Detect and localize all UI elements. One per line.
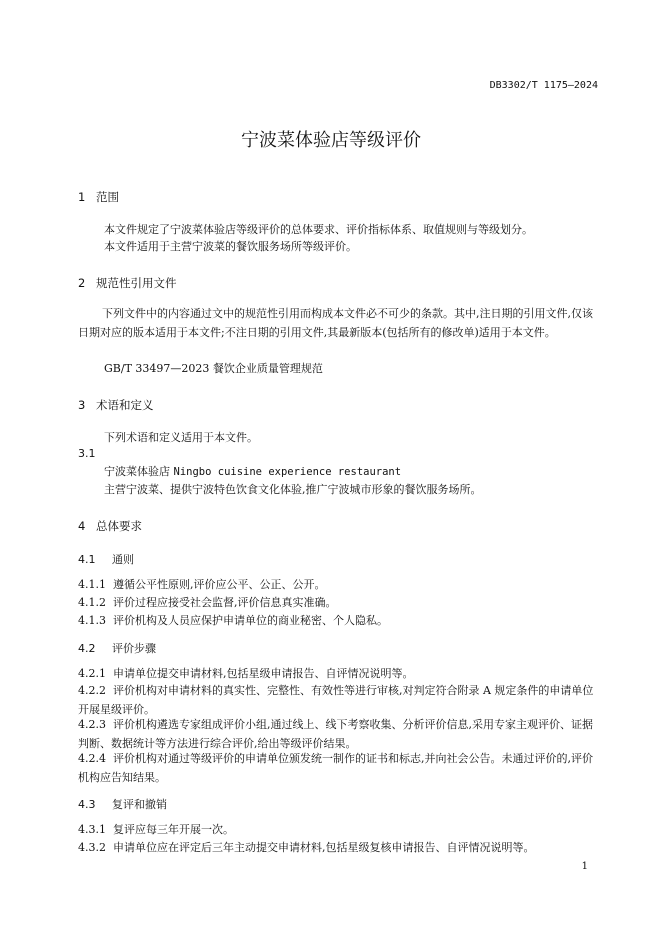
- clause: [78, 840, 535, 856]
- section-number: 1: [78, 190, 86, 204]
- clause: [78, 666, 414, 682]
- clause-text: 复评应每三年开展一次。: [113, 823, 234, 836]
- section-number: 4: [78, 519, 86, 533]
- clause: [78, 613, 388, 629]
- clause-number: 4.2.1: [78, 667, 106, 680]
- subsection-title: 复评和撤销: [112, 798, 167, 811]
- document-title: 宁波菜体验店等级评价: [241, 130, 421, 151]
- clause-text: 申请单位应在评定后三年主动提交申请材料,包括星级复核申请报告、自评情况说明等。: [113, 841, 535, 854]
- section-4-heading: [78, 518, 142, 534]
- subsection-number: 4.3: [78, 798, 96, 811]
- clause-number: 4.2.2: [78, 684, 106, 697]
- section-number: 2: [78, 276, 86, 290]
- clause: [78, 715, 602, 753]
- subsection-number: 4.2: [78, 642, 96, 655]
- clause-number: 4.2.3: [78, 718, 106, 731]
- clause-text: 评价机构对申请材料的真实性、完整性、有效性等进行审核,对判定符合附录 A 规定条件的申请单位开展星级评价。: [78, 684, 594, 716]
- clause-number: 4.2.4: [78, 752, 106, 765]
- paragraph: 本文件适用于主营宁波菜的餐饮服务场所等级评价。: [104, 240, 357, 253]
- clause: [78, 577, 326, 593]
- clause-text: 评价机构对通过等级评价的申请单位颁发统一制作的证书和标志,并向社会公告。未通过评价的,评价机构应告知结果。: [78, 752, 593, 784]
- clause-number: 4.1.1: [78, 578, 106, 591]
- clause-text: 申请单位提交申请材料,包括星级申请报告、自评情况说明等。: [113, 667, 414, 680]
- clause-number: 4.3.1: [78, 823, 106, 836]
- clause: [78, 822, 234, 838]
- section-title: 总体要求: [96, 519, 142, 533]
- clause: [78, 749, 602, 787]
- subsection-4-2-heading: [78, 640, 156, 656]
- section-title: 术语和定义: [96, 398, 154, 412]
- document-code: DB3302/T 1175—2024: [489, 80, 598, 91]
- clause-text: 评价机构及人员应保护申请单位的商业秘密、个人隐私。: [113, 614, 388, 627]
- term-definition: 主营宁波菜、提供宁波特色饮食文化体验,推广宁波城市形象的餐饮服务场所。: [104, 483, 482, 496]
- section-number: 3: [78, 398, 86, 412]
- subsection-title: 通则: [112, 553, 134, 566]
- term-english: Ningbo cuisine experience restaurant: [173, 466, 402, 478]
- normative-reference: GB/T 33497—2023 餐饮企业质量管理规范: [104, 362, 323, 375]
- section-title: 规范性引用文件: [96, 276, 177, 290]
- subsection-title: 评价步骤: [112, 642, 156, 655]
- subsection-4-3-heading: [78, 796, 167, 812]
- clause: [78, 595, 337, 611]
- paragraph: 下列术语和定义适用于本文件。: [104, 431, 258, 444]
- term-entry: [104, 463, 401, 479]
- clause-text: 评价机构遴选专家组成评价小组,通过线上、线下考察收集、分析评价信息,采用专家主观评价、证据判断、数据统计等方法进行综合评价,给出等级评价结果。: [78, 718, 593, 750]
- clause-text: 遵循公平性原则,评价应公平、公正、公开。: [113, 578, 326, 591]
- clause-number: 4.1.3: [78, 614, 106, 627]
- section-3-heading: [78, 397, 154, 413]
- paragraph: 本文件规定了宁波菜体验店等级评价的总体要求、评价指标体系、取值规则与等级划分。: [104, 223, 533, 236]
- term-chinese: 宁波菜体验店: [104, 465, 170, 478]
- section-title: 范围: [96, 190, 119, 204]
- clause: [78, 681, 602, 719]
- subsection-4-1-heading: [78, 551, 134, 567]
- subsection-number: 4.1: [78, 553, 96, 566]
- term-number: 3.1: [78, 447, 96, 460]
- clause-text: 评价过程应接受社会监督,评价信息真实准确。: [113, 596, 337, 609]
- section-2-heading: [78, 275, 177, 291]
- page-number: 1: [581, 861, 588, 872]
- paragraph: 下列文件中的内容通过文中的规范性引用而构成本文件必不可少的条款。其中,注日期的引用文件,仅该日期对应的版本适用于本文件;不注日期的引用文件,其最新版本(包括所有的修改单)适用于本文件。: [78, 307, 593, 339]
- section-1-heading: [78, 189, 119, 205]
- clause-number: 4.3.2: [78, 841, 106, 854]
- clause-number: 4.1.2: [78, 596, 106, 609]
